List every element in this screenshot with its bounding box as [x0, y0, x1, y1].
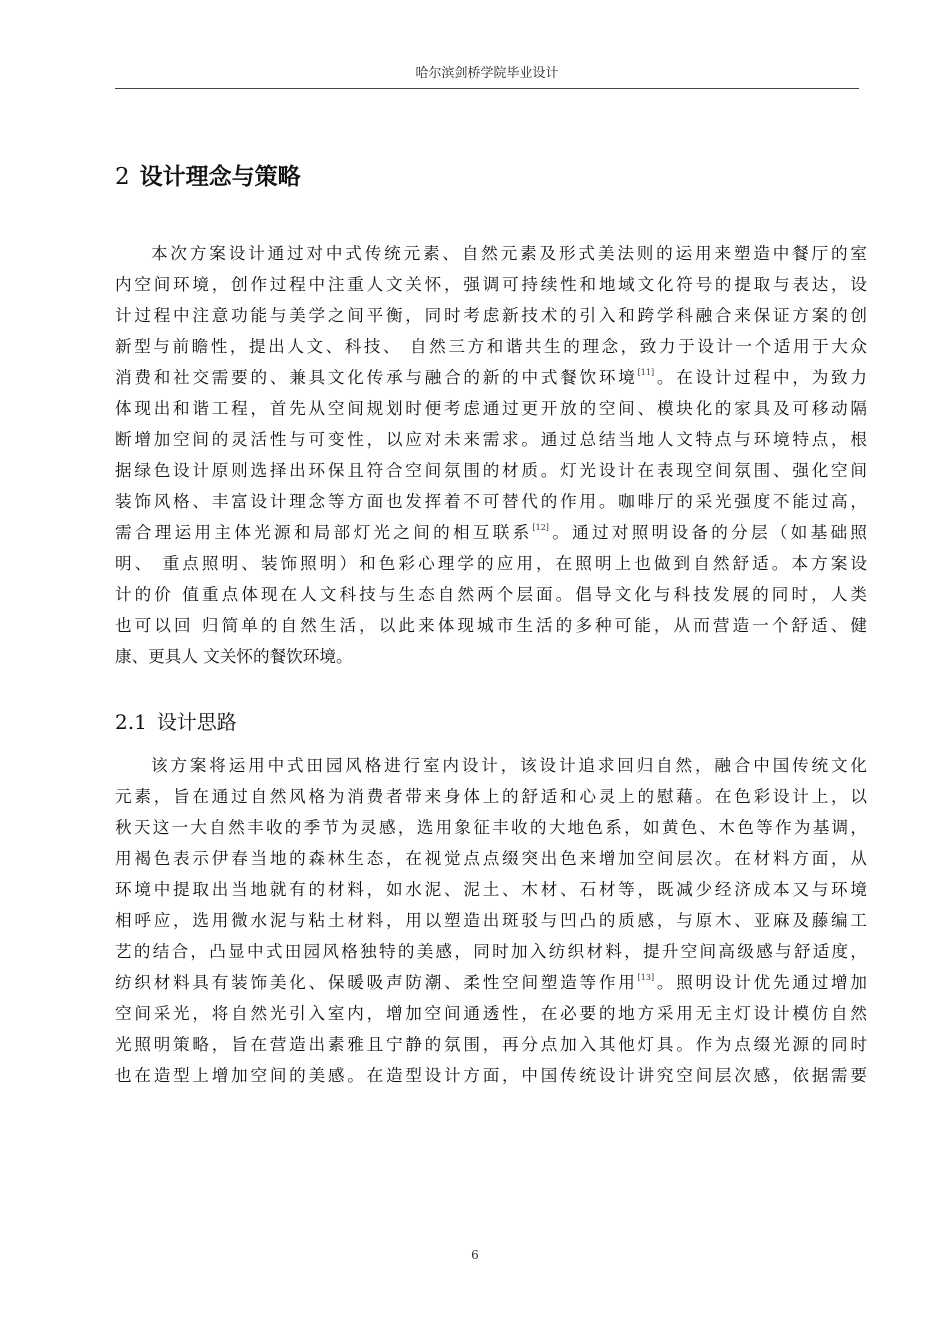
text-line: 据绿色设计原则选择出环保且符合空间氛围的材质。灯光设计在表现空间氛围、强化空间	[115, 461, 867, 480]
text-line: 也可以回 归简单的自然生活，以此来体现城市生活的多种可能，从而营造一个舒适、健	[115, 616, 867, 635]
text-segment: 消费和社交需要的、兼具文化传承与融合的新的中式餐饮环境	[115, 368, 638, 387]
text-line: 秋天这一大自然丰收的季节为灵感，选用象征丰收的大地色系，如黄色、木色等作为基调，	[115, 818, 867, 837]
chapter-heading	[115, 160, 301, 194]
text-line: 本次方案设计通过对中式传统元素、自然元素及形式美法则的运用来塑造中餐厅的室	[151, 244, 867, 263]
text-line: 新型与前瞻性，提出人文、科技、 自然三方和谐共生的理念，致力于设计一个适用于大众	[115, 337, 867, 356]
text-line: 体现出和谐工程，首先从空间规划时便考虑通过更开放的空间、模块化的家具及可移动隔	[115, 399, 867, 418]
header-title: 哈尔滨剑桥学院毕业设计	[415, 66, 559, 81]
text-segment: 需合理运用主体光源和局部灯光之间的相互联系	[115, 523, 533, 542]
text-line: 也在造型上增加空间的美感。在造型设计方面，中国传统设计讲究空间层次感，依据需要	[115, 1066, 867, 1085]
text-line: 内空间环境，创作过程中注重人文关怀，强调可持续性和地域文化符号的提取与表达，设	[115, 275, 867, 294]
section-title: 设计思路	[156, 710, 237, 734]
text-line: 光照明策略，旨在营造出素雅且宁静的氛围，再分点加入其他灯具。作为点缀光源的同时	[115, 1035, 867, 1054]
chapter-number: 2	[115, 164, 130, 190]
text-line: 空间采光，将自然光引入室内，增加空间通透性，在必要的地方采用无主灯设计模仿自然	[115, 1004, 867, 1023]
text-line: 相呼应，选用微水泥与粘土材料，用以塑造出斑驳与凹凸的质感，与原木、亚麻及藤编工	[115, 911, 867, 930]
text-line: 康、更具人 文关怀的餐饮环境。	[115, 647, 353, 666]
citation: [11]	[637, 368, 655, 377]
section-heading	[115, 706, 237, 738]
section-number: 2.1	[115, 710, 147, 734]
text-line: 用褐色表示伊春当地的森林生态，在视觉点点缀突出色来增加空间层次。在材料方面，从	[115, 849, 867, 868]
paragraph-design-ideas	[115, 750, 867, 1091]
text-segment: 。在设计过程中，为致力	[654, 368, 868, 387]
text-line: 环境中提取出当地就有的材料，如水泥、泥土、木材、石材等，既减少经济成本又与环境	[115, 880, 867, 899]
text-line: 明、 重点照明、装饰照明）和色彩心理学的应用，在照明上也做到自然舒适。本方案设	[115, 554, 867, 573]
citation: [13]	[637, 973, 655, 982]
text-line: 元素，旨在通过自然风格为消费者带来身体上的舒适和心灵上的慰藉。在色彩设计上，以	[115, 787, 867, 806]
text-line: 计的价 值重点体现在人文科技与生态自然两个层面。倡导文化与科技发展的同时，人类	[115, 585, 867, 604]
page-number: 6	[471, 1248, 479, 1262]
chapter-title: 设计理念与策略	[139, 164, 301, 190]
text-segment: 。通过对照明设备的分层（如基础照	[548, 523, 868, 542]
text-segment: 。照明设计优先通过增加	[654, 973, 868, 992]
page-header	[115, 60, 859, 89]
text-line: 装饰风格、丰富设计理念等方面也发挥着不可替代的作用。咖啡厅的采光强度不能过高，	[115, 492, 867, 511]
text-segment: 纺织材料具有装饰美化、保暖吸声防潮、柔性空间塑造等作用	[115, 973, 638, 992]
text-line: 艺的结合，凸显中式田园风格独特的美感，同时加入纺织材料，提升空间高级感与舒适度，	[115, 942, 867, 961]
paragraph-intro	[115, 238, 867, 672]
text-line: 断增加空间的灵活性与可变性，以应对未来需求。通过总结当地人文特点与环境特点，根	[115, 430, 867, 449]
text-line	[115, 517, 867, 548]
citation: [12]	[532, 523, 549, 532]
text-line	[115, 362, 867, 393]
text-line	[115, 967, 867, 998]
text-line: 该方案将运用中式田园风格进行室内设计，该设计追求回归自然，融合中国传统文化	[151, 756, 867, 775]
text-line: 计过程中注意功能与美学之间平衡，同时考虑新技术的引入和跨学科融合来保证方案的创	[115, 306, 867, 325]
